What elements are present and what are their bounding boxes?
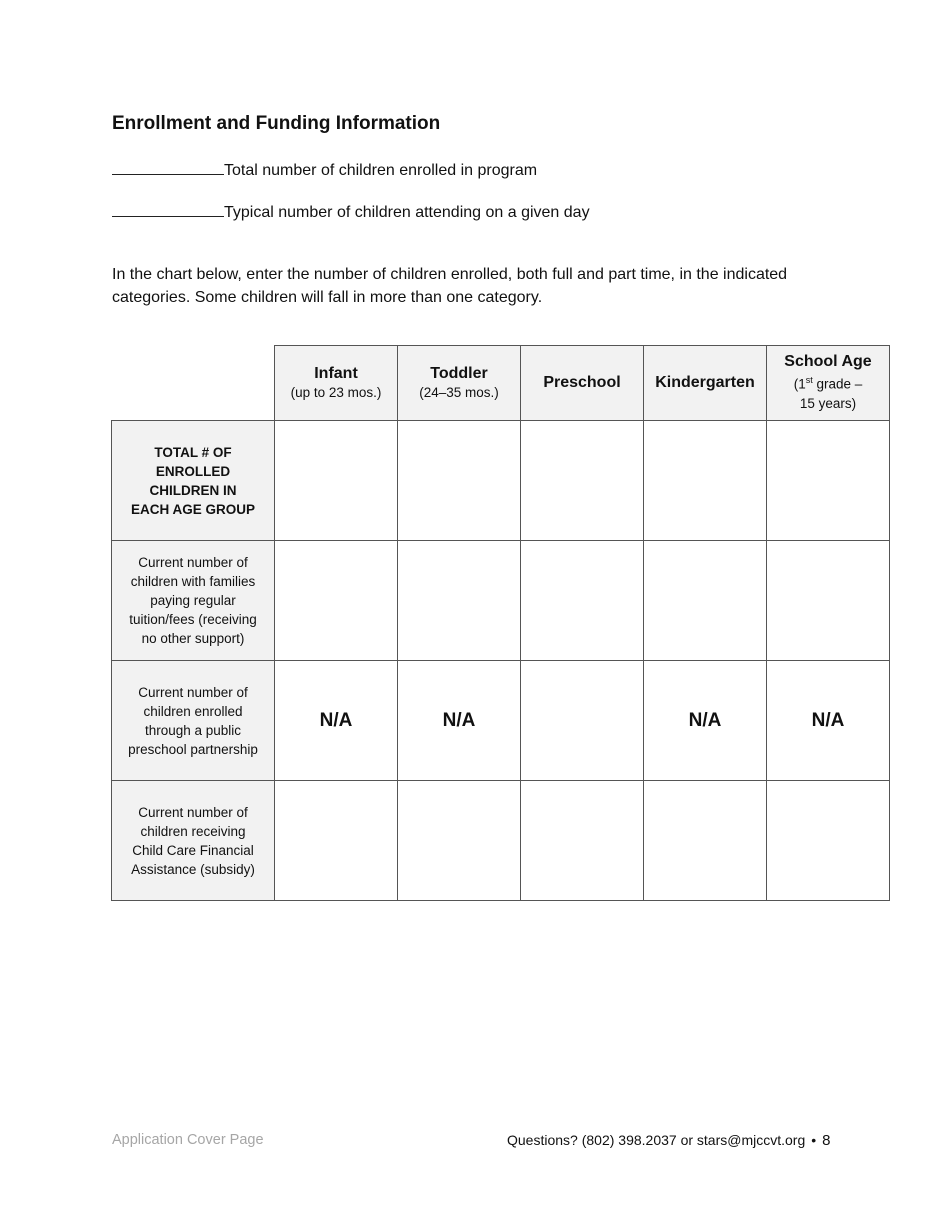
row-label-line: paying regular [150, 593, 236, 608]
col-header-kindergarten [644, 346, 767, 421]
row-label-line: Current number of [138, 804, 248, 820]
cell-subsidy-kindergarten[interactable] [644, 781, 767, 901]
cell-total-school-age[interactable] [767, 421, 890, 541]
instructions-text: In the chart below, enter the number of children enrolled, both full and part time, in the indicated categories. Some children will fall in more than one category. [112, 266, 788, 306]
col-header-sub [767, 371, 889, 394]
cell-partnership-preschool[interactable] [521, 661, 644, 781]
cell-total-toddler[interactable] [398, 421, 521, 541]
total-enrolled-label: Total number of children enrolled in program [224, 162, 538, 179]
footer-contact-text: Questions? (802) 398.2037 or stars@mjccvt.org [507, 1132, 806, 1148]
sub-text-post: grade – [812, 376, 863, 392]
col-header-toddler [398, 346, 521, 421]
page-number: 8 [822, 1132, 831, 1149]
cell-total-preschool[interactable] [521, 421, 644, 541]
table-header-row [112, 346, 890, 421]
row-label-line: Child Care Financial [132, 842, 254, 858]
row-label-line: preschool partnership [128, 741, 258, 757]
col-header-school-age [767, 346, 890, 421]
footer-doc-name: Application Cover Page [112, 1132, 264, 1148]
col-header-sub-line2: 15 years) [799, 395, 857, 411]
row-label-line: Assistance (subsidy) [131, 861, 255, 877]
cell-tuition-preschool[interactable] [521, 541, 644, 661]
row-label-line: TOTAL # OF ENROLLED [154, 444, 232, 479]
col-header-main: Kindergarten [655, 374, 755, 391]
cell-subsidy-toddler[interactable] [398, 781, 521, 901]
cell-partnership-kindergarten-na: N/A [644, 661, 767, 781]
cell-partnership-toddler-na: N/A [398, 661, 521, 781]
cell-subsidy-infant[interactable] [275, 781, 398, 901]
row-label-line: children enrolled [143, 703, 243, 719]
row-label-total-enrolled [112, 421, 275, 541]
row-label-line: no other support) [141, 631, 245, 646]
col-header-infant [275, 346, 398, 421]
sub-text-pre: (1 [793, 376, 806, 392]
footer-contact [507, 1132, 831, 1149]
cell-tuition-school-age[interactable] [767, 541, 890, 661]
cell-subsidy-preschool[interactable] [521, 781, 644, 901]
cell-total-kindergarten[interactable] [644, 421, 767, 541]
cell-tuition-toddler[interactable] [398, 541, 521, 661]
row-label-subsidy [112, 781, 275, 901]
cell-partnership-school-age-na: N/A [767, 661, 890, 781]
page-title: Enrollment and Funding Information [112, 113, 441, 134]
row-label-regular-tuition [112, 541, 275, 661]
cell-total-infant[interactable] [275, 421, 398, 541]
col-header-main: Toddler [430, 364, 488, 382]
col-header-sub: (up to 23 mos.) [290, 384, 382, 400]
row-label-public-preschool [112, 661, 275, 781]
table-corner [112, 346, 275, 421]
row-label-line: through a public [144, 722, 242, 738]
col-header-main: School Age [784, 353, 872, 371]
table-row [112, 781, 890, 901]
table-row [112, 421, 890, 541]
table-row [112, 541, 890, 661]
row-label-line: Current number of [138, 555, 248, 570]
cell-partnership-infant-na: N/A [275, 661, 398, 781]
col-header-main: Preschool [543, 374, 621, 391]
col-header-sub: (24–35 mos.) [419, 384, 499, 400]
sub-text-sup: st [805, 375, 813, 386]
row-label-line: tuition/fees (receiving [129, 612, 257, 627]
row-label-line: CHILDREN IN [149, 482, 237, 498]
cell-subsidy-school-age[interactable] [767, 781, 890, 901]
cell-tuition-kindergarten[interactable] [644, 541, 767, 661]
total-enrolled-line [112, 158, 537, 180]
table-row [112, 661, 890, 781]
col-header-preschool [521, 346, 644, 421]
typical-attending-blank[interactable] [112, 200, 224, 217]
footer-bullet: • [811, 1132, 817, 1148]
typical-attending-label: Typical number of children attending on a given day [224, 204, 590, 221]
row-label-line: EACH AGE GROUP [130, 501, 255, 517]
row-label-line: children with families [130, 574, 256, 589]
total-enrolled-blank[interactable] [112, 158, 224, 175]
row-label-line: children receiving [140, 823, 246, 839]
cell-tuition-infant[interactable] [275, 541, 398, 661]
enrollment-table [111, 345, 890, 901]
row-label-line: Current number of [138, 684, 248, 700]
typical-attending-line [112, 200, 590, 222]
col-header-main: Infant [314, 364, 358, 382]
